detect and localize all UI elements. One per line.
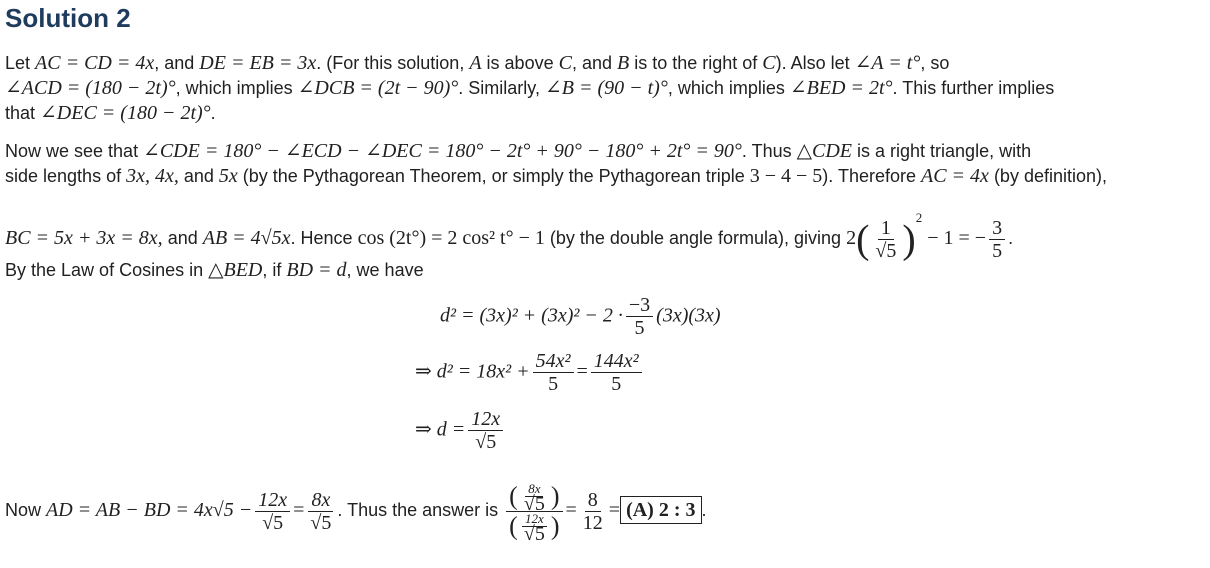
text: . This further implies	[892, 78, 1055, 98]
math: C	[558, 52, 572, 74]
math: ∠ACD = (180 − 2t)°	[5, 77, 176, 99]
math: 3 − 4 − 5	[749, 165, 823, 187]
math: A	[469, 52, 482, 74]
text: (by the Pythagorean Theorem, or simply the Pythagorean triple	[237, 166, 750, 186]
math: 3x, 4x,	[126, 165, 179, 187]
math: 5x	[218, 165, 238, 187]
math: 2	[846, 227, 857, 249]
fraction: $\frac{3}{5}$	[989, 217, 1005, 262]
paragraph-1-line-3	[5, 101, 216, 126]
paragraph-2-line-3	[5, 193, 1013, 264]
math: ∠DEC = (180 − 2t)°	[40, 102, 211, 124]
math: AB = 4√5x	[202, 227, 291, 249]
text: Now we see that	[5, 141, 144, 161]
text: is a right triangle, with	[852, 141, 1032, 161]
text: , which implies	[175, 78, 298, 98]
fraction: $\frac{8}{12}$	[582, 488, 603, 534]
text: is above	[481, 53, 559, 73]
fraction: $\frac{\text{144x²}}{5}$	[591, 350, 642, 395]
math: AD = AB − BD = 4x√5 −	[46, 499, 253, 521]
text: Now	[5, 500, 47, 520]
text: .	[210, 103, 216, 123]
math: BD = d	[286, 259, 347, 281]
text: , so	[920, 53, 950, 73]
math: ∠B = (90 − t)°	[544, 77, 668, 99]
math: AC = 4x	[921, 165, 989, 187]
paragraph-1-line-2	[5, 76, 1054, 101]
math: C	[762, 52, 776, 74]
right-paren: )	[902, 216, 916, 262]
fraction: $\frac{-3}{5}$	[626, 294, 653, 339]
text: Let	[5, 53, 36, 73]
paragraph-2-line-2	[5, 164, 1107, 189]
text: , and	[154, 53, 200, 73]
math: ∠CDE = 180° − ∠ECD − ∠DEC = 180° − 2t° + 90° − 180° + 2t° = 90°	[143, 140, 742, 162]
math: ∠BED = 2t°	[789, 77, 893, 99]
left-paren: (	[856, 216, 870, 262]
text: is to the right of	[629, 53, 763, 73]
text: . Thus the answer is	[337, 500, 499, 520]
fraction: $\frac{\text{54x²}}{5}$	[533, 350, 574, 395]
math: ∠A = t°	[854, 52, 921, 74]
text: that	[5, 103, 41, 123]
solution-heading: Solution 2	[5, 3, 131, 33]
text: and	[178, 166, 219, 186]
math: − 1 = −	[927, 227, 987, 249]
text: ). Also let	[775, 53, 855, 73]
fraction: $\frac{12x}{√5}$	[468, 408, 503, 453]
text: , which implies	[667, 78, 790, 98]
math: BC = 5x + 3x = 8x,	[5, 227, 163, 249]
paragraph-2-line-1	[5, 139, 1031, 164]
text: By the Law of Cosines in	[5, 260, 209, 280]
paragraph-4: Now AD = AB − BD = 4x√5 − $\frac{12x}{√5}$ = $\frac{8x}{√5}$ . Thus the answer is ( $\frac{8x}{√5}$ ) ( $\frac{12x}{√5}$ ) = $\frac{8}{12}$ = (A) 2 : 3 .	[5, 480, 707, 545]
text: .	[701, 500, 707, 520]
equation-3: ⇒ d = $\frac{12x}{√5}$	[415, 408, 506, 453]
text: side lengths of	[5, 166, 127, 186]
text: , we have	[346, 260, 424, 280]
text: . Similarly,	[458, 78, 545, 98]
math: cos (2t°) = 2 cos² t° − 1	[357, 227, 545, 249]
text: . Thus	[741, 141, 797, 161]
paragraph-1-line-1	[5, 51, 949, 76]
fraction: $\frac{8x}{√5}$	[310, 488, 332, 534]
math: △BED	[208, 259, 263, 281]
text: ). Therefore	[822, 166, 921, 186]
text: (by definition),	[988, 166, 1107, 186]
fraction: $\frac{1}{√5}$	[875, 216, 897, 262]
text: (by the double angle formula), giving	[544, 228, 847, 248]
fraction: $\frac{12x}{√5}$	[255, 489, 290, 534]
equation-1: d² = (3x)² + (3x)² − 2 · $\frac{-3}{5}$ (3x)(3x)	[440, 294, 721, 339]
math: DE = EB = 3x	[199, 52, 317, 74]
text: , if	[262, 260, 287, 280]
math: ∠DCB = (2t − 90)°	[297, 77, 459, 99]
text: and	[162, 228, 203, 248]
text: . Hence	[290, 228, 358, 248]
math: △CDE	[796, 140, 853, 162]
text: .	[1008, 228, 1014, 248]
nested-fraction: ( $\frac{8x}{√5}$ ) ( $\frac{12x}{√5}$ )	[506, 482, 562, 541]
paragraph-3	[5, 258, 424, 283]
math: AC = CD = 4x	[35, 52, 155, 74]
exponent: 2	[915, 210, 923, 225]
text: . (For this solution,	[316, 53, 470, 73]
text: , and	[571, 53, 617, 73]
math: B	[616, 52, 630, 74]
equation-2: ⇒ d² = 18x² + $\frac{\text{54x²}}{5}$ = $\frac{\text{144x²}}{5}$	[415, 350, 645, 395]
answer-box: (A) 2 : 3	[620, 496, 701, 524]
